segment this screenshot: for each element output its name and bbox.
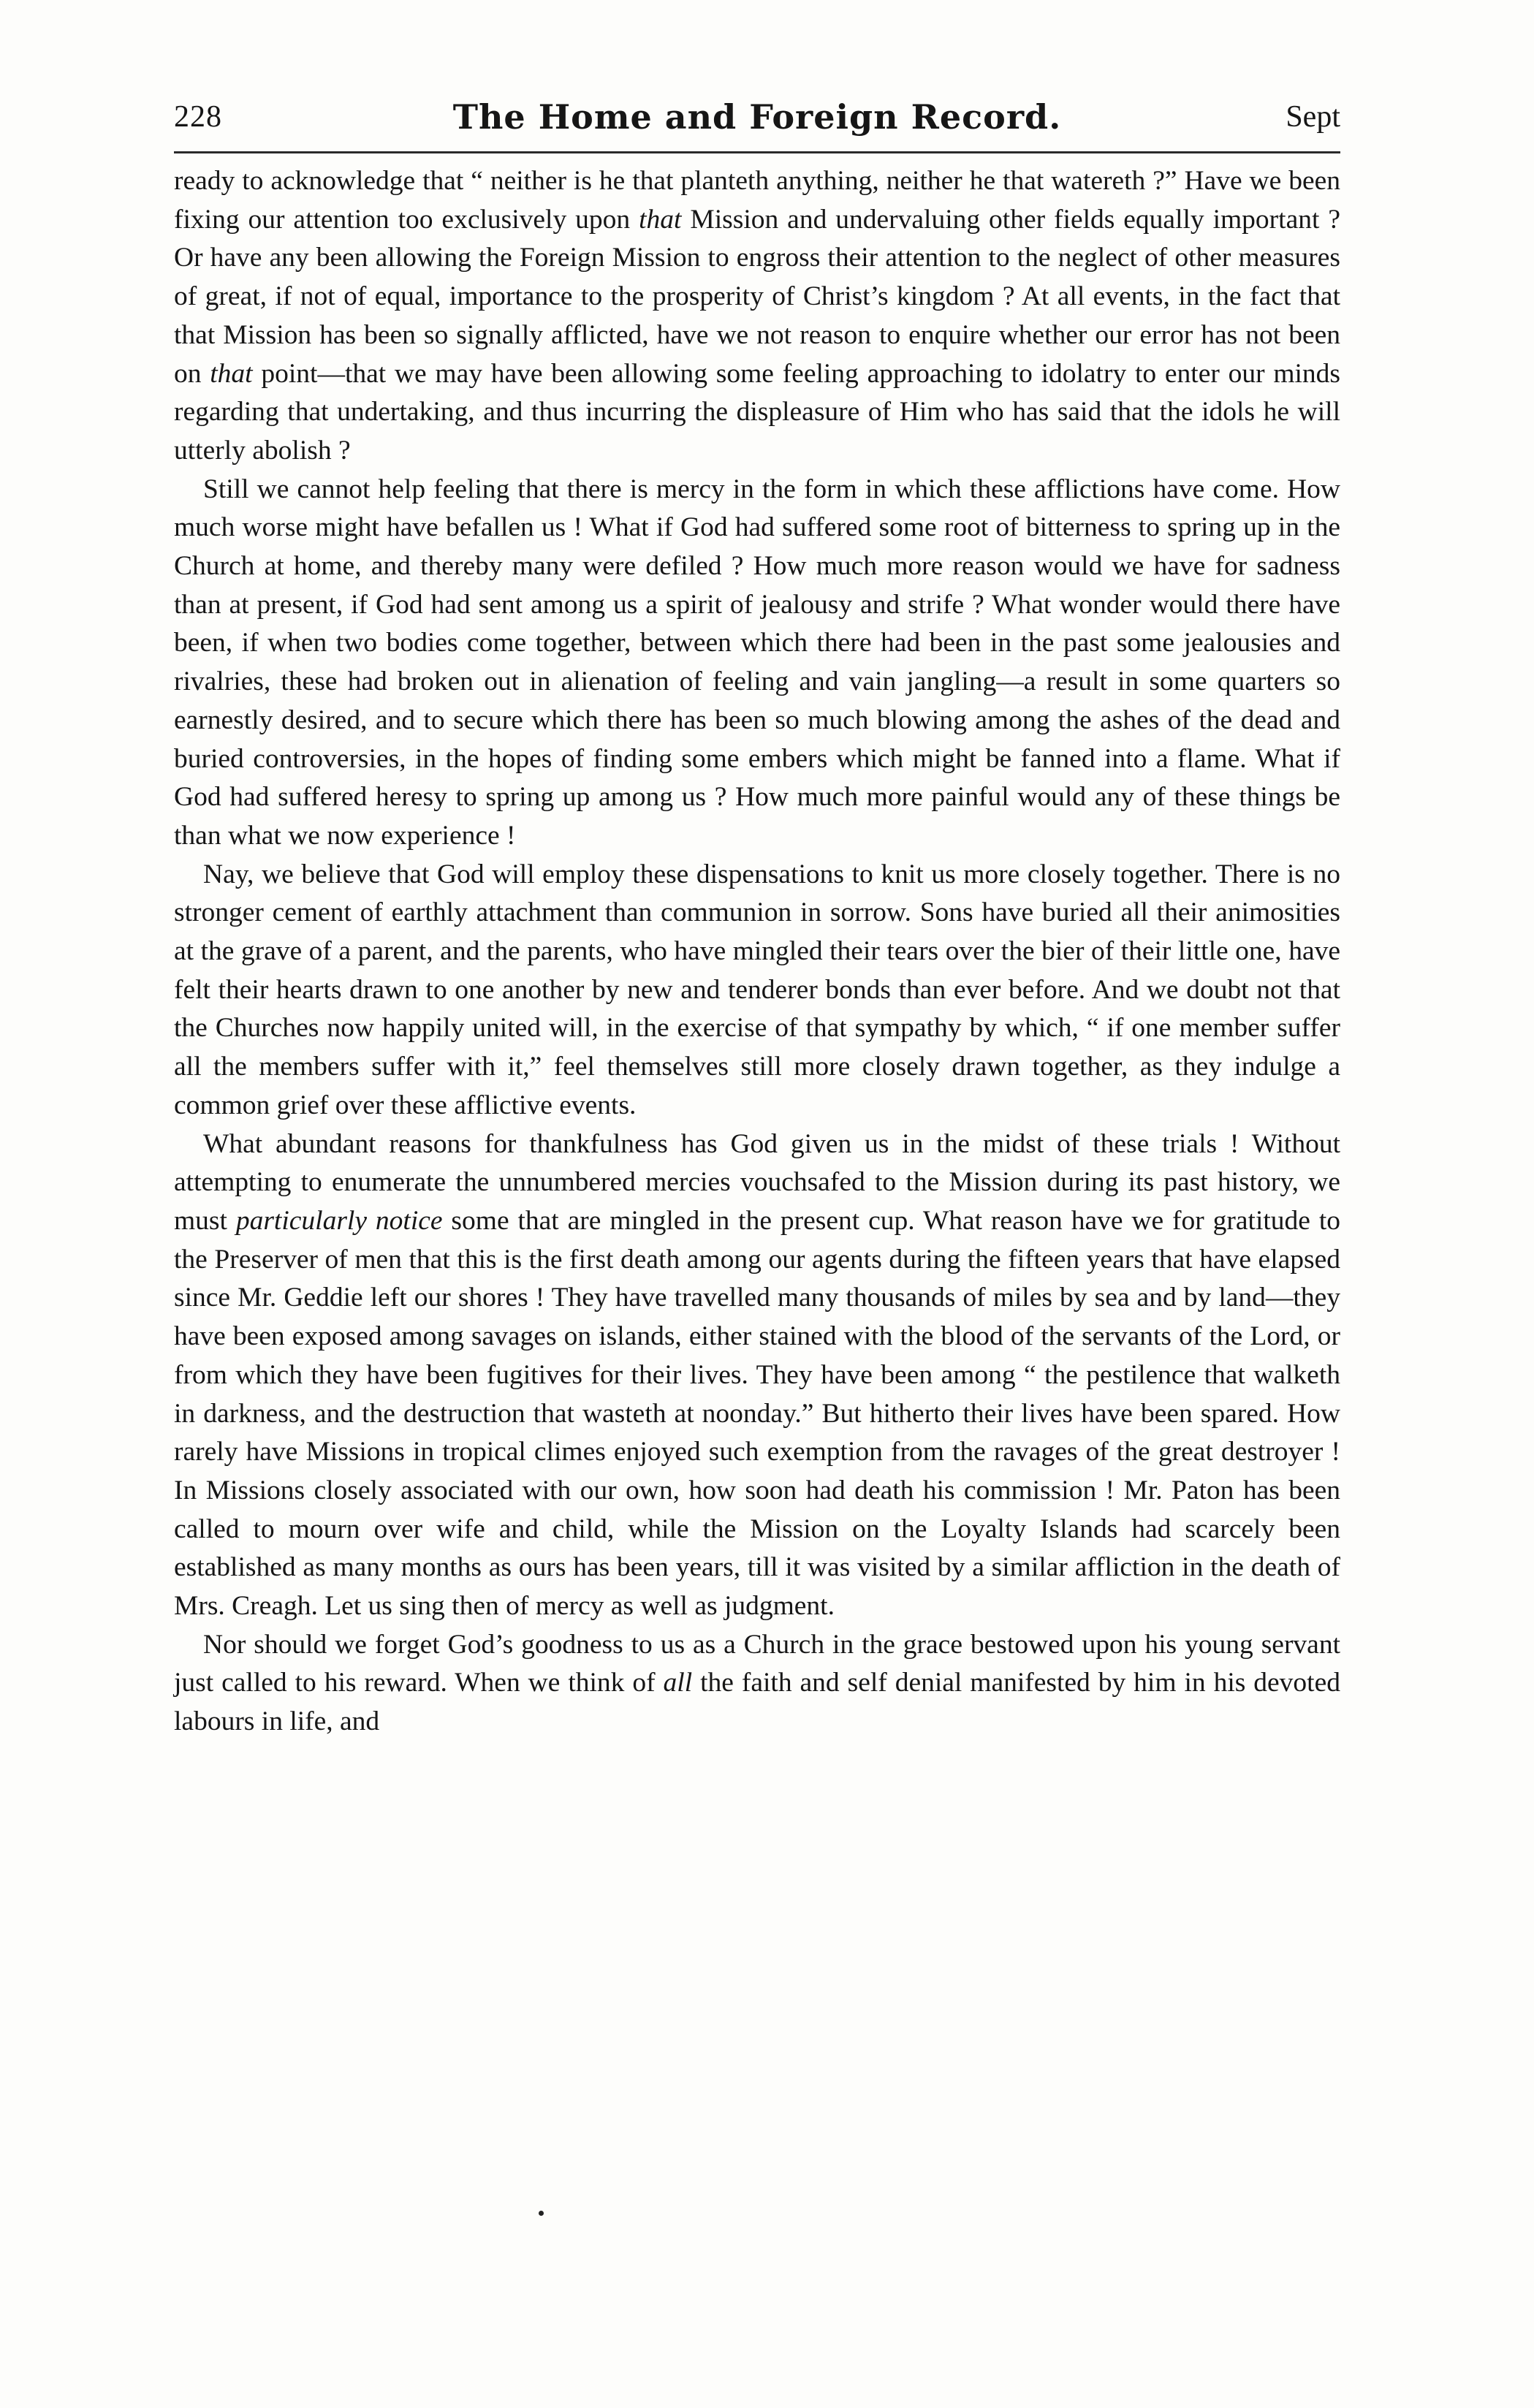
- page-number: 228: [174, 100, 222, 134]
- paragraph: [174, 1125, 1340, 1626]
- paragraph-text: some that are mingled in the present cup. What reason have we for gratitude to the Preserver of men that this is the first death among our agents during the fifteen years that have elapsed since Mr. Geddie left our shores ! They have travelled many thousands of miles by sea and by land—they have been exposed among savages on islands, either stained with the blood of the servants of the Lord, or from which they have been fugitives for their lives. They have been among “ the pestilence that walketh in darkness, and the destruction that wasteth at noonday.” But hitherto their lives have been spared. How rarely have Missions in tropical climes enjoyed such exemption from the ravages of the great destroyer ! In Missions closely associated with our own, how soon had death his commission ! Mr. Paton has been called to mourn over wife and child, while the Mission on the Loyalty Islands had scarcely been established as many months as ours has been years, till it was visited by a similar affliction in the death of Mrs. Creagh. Let us sing then of mercy as well as judgment.: [174, 1205, 1341, 1622]
- italic-text: that: [210, 358, 253, 389]
- paragraph-text: Mission and undervaluing other fields equally important ? Or have any been allowing the Foreign Mission to engross their attention to the neglect of other measures of great, if not of equal, importance to the prosperity of Christ’s kingdom ? At all events, in the fact that that Mission has been so signally afflicted, have we not reason to enquire whether our error has not been on: [174, 204, 1340, 389]
- page-header: [174, 95, 1340, 146]
- paragraph: [174, 471, 1340, 856]
- running-title: The Home and Foreign Record.: [452, 97, 1062, 137]
- paragraph: [174, 856, 1340, 1125]
- italic-text: that: [639, 204, 682, 235]
- article-body: [174, 162, 1340, 1742]
- paragraph: [174, 1626, 1340, 1742]
- paragraph-text: Nor should we forget God’s goodness to us as a Church in the grace bestowed upon his young servant just called to his reward. When we think of: [174, 1629, 1340, 1698]
- paragraph-text: the faith and self denial manifested by him in his devoted labours in life, and: [174, 1668, 1340, 1737]
- italic-text: particularly notice: [235, 1205, 443, 1236]
- paragraph-text: Nay, we believe that God will employ these dispensations to knit us more closely together. There is no stronger cement of earthly attachment than communion in sorrow. Sons have buried all their animosities at the grave of a parent, and the parents, who have mingled their tears over the bier of their little one, have felt their hearts drawn to one another by new and tenderer bonds than ever before. And we doubt not that the Churches now happily united will, in the exercise of that sympathy by which, “ if one member suffer all the members suffer with it,” feel themselves still more closely drawn together, as they indulge a common grief over these afflictive events.: [174, 859, 1340, 1120]
- paragraph-text: ready to acknowledge that “ neither is he that planteth anything, neither he that watereth ?” Have we been fixing our attention too exclusively upon: [174, 166, 1340, 235]
- paragraph-text: What abundant reasons for thankfulness has God given us in the midst of these trials ! Without attempting to enumerate the unnumbered mercies vouchsafed to the Mission during its past history, we must: [174, 1128, 1340, 1236]
- header-rule: [174, 151, 1340, 153]
- paragraph-text: point—that we may have been allowing some feeling approaching to idolatry to enter our minds regarding that undertaking, and thus incurring the displeasure of Him who has said that the idols he will utterly abolish ?: [174, 358, 1341, 466]
- header-month: Sept: [1286, 100, 1340, 134]
- italic-text: all: [663, 1668, 693, 1698]
- paragraph: [174, 162, 1340, 471]
- footer-dot: [539, 2211, 544, 2216]
- paragraph-text: Still we cannot help feeling that there is mercy in the form in which these afflictions have come. How much worse might have befallen us ! What if God had suffered some root of bitterness to spring up in the Church at home, and thereby many were defiled ? How much more reason would we have for sadness than at present, if God had sent among us a spirit of jealousy and strife ? What wonder would there have been, if when two bodies come together, between which there had been in the past some jealousies and rivalries, these had broken out in alienation of feeling and vain jangling—a result in some quarters so earnestly desired, and to secure which there has been so much blowing among the ashes of the dead and buried controversies, in the hopes of finding some embers which might be fanned into a flame. What if God had suffered heresy to spring up among us ? How much more painful would any of these things be than what we now experience !: [174, 474, 1340, 851]
